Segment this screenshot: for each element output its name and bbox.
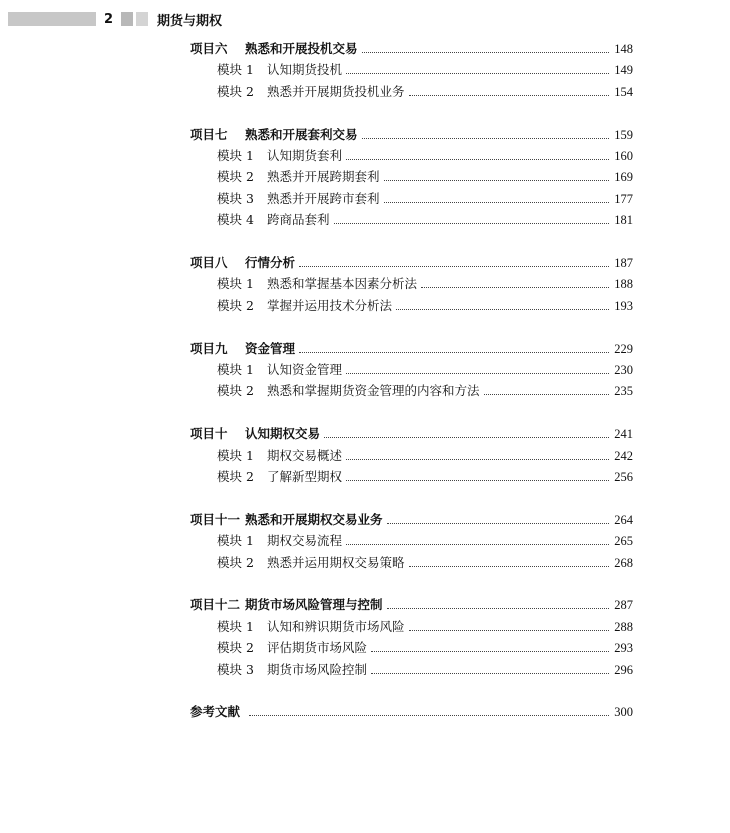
toc-page-number: 181 [614, 213, 633, 228]
dot-leader [384, 180, 610, 181]
toc-entry-label [190, 255, 295, 271]
toc-entry-title: 了解新型期权 [267, 469, 343, 484]
header-bar [8, 12, 96, 26]
dot-leader [371, 651, 609, 652]
toc-entry-title: 熟悉并开展跨市套利 [267, 190, 380, 206]
toc-entry-label [217, 191, 380, 207]
toc-project-entry [190, 251, 633, 271]
toc-entry-title: 期货市场风险控制 [267, 661, 368, 677]
toc-page-number: 264 [614, 512, 633, 527]
toc-module-entry [217, 615, 633, 635]
toc-page-number: 242 [614, 448, 633, 463]
running-header [8, 10, 222, 28]
toc-entry-title: 熟悉并开展跨期套利 [267, 169, 380, 185]
toc-entry-label [190, 426, 320, 442]
toc-entry-number: 模块 2 [217, 169, 254, 185]
toc-page-number: 148 [614, 42, 633, 56]
toc-module-entry [217, 294, 633, 314]
toc-entry-label [217, 383, 480, 399]
toc-entry-label [217, 619, 405, 635]
toc-entry-title: 熟悉和掌握期货资金管理的内容和方法 [267, 383, 480, 399]
dot-leader [249, 715, 609, 716]
toc-page-number: 159 [614, 127, 633, 142]
toc-project-entry [190, 508, 633, 528]
toc-entry-label [190, 41, 358, 57]
toc-entry-title: 认知资金管理 [267, 362, 343, 377]
toc-entry-label [190, 512, 383, 528]
toc-module-entry [217, 187, 633, 207]
toc-entry-label [217, 533, 342, 549]
toc-page-number: 193 [614, 298, 633, 313]
toc-page-number: 169 [614, 170, 633, 185]
toc-entry-number: 模块 2 [217, 640, 254, 656]
toc-page-number: 268 [614, 555, 633, 570]
toc-module-entry [217, 658, 633, 678]
toc-page-number: 287 [614, 598, 633, 613]
toc-entry-label [217, 662, 367, 678]
toc-module-entry [217, 551, 633, 571]
dot-leader [371, 673, 609, 674]
toc-page-number: 188 [614, 277, 633, 292]
dot-leader [334, 223, 610, 224]
dot-leader [409, 95, 610, 96]
toc-entry-label [217, 84, 405, 100]
toc-module-entry [217, 272, 633, 292]
dot-leader [324, 437, 609, 438]
toc-entry-title: 期权交易概述 [267, 447, 343, 463]
dot-leader [384, 202, 610, 203]
toc-entry-title: 认知期权交易 [245, 426, 321, 442]
toc-entry-number: 模块 4 [217, 212, 254, 228]
toc-page-number: 230 [614, 363, 633, 377]
dot-leader [346, 459, 609, 460]
dot-leader [484, 394, 610, 395]
toc-page-number: 149 [614, 63, 633, 78]
toc-entry-label [217, 276, 417, 292]
toc-module-entry [217, 358, 633, 378]
toc-module-entry [217, 144, 633, 164]
toc-entry-label [217, 555, 405, 571]
dot-leader [346, 73, 609, 74]
toc-module-entry [217, 379, 633, 399]
toc-entry-title: 熟悉并运用期权交易策略 [267, 554, 405, 570]
toc-page-number: 256 [614, 470, 633, 484]
toc-page-number: 160 [614, 149, 633, 163]
toc-page-number: 187 [614, 256, 633, 270]
toc-page-number: 296 [614, 662, 633, 677]
dot-leader [362, 52, 610, 53]
dot-leader [409, 566, 610, 567]
toc-entry-number: 项目八 [190, 255, 228, 270]
dot-leader [346, 373, 609, 374]
toc-entry-number: 模块 2 [217, 554, 254, 570]
toc-page-number: 265 [614, 534, 633, 549]
toc-entry-label [217, 298, 392, 314]
dot-leader [409, 630, 610, 631]
toc-entry-number: 模块 1 [217, 148, 254, 163]
toc-entry-number: 模块 1 [217, 533, 254, 549]
toc-entry-number: 项目十二 [190, 597, 241, 613]
toc-page-number: 154 [614, 84, 633, 99]
dot-leader [299, 352, 609, 353]
toc-entry-title: 熟悉并开展期货投机业务 [267, 83, 405, 99]
toc-module-entry [217, 80, 633, 100]
toc-entry-number: 项目九 [190, 340, 228, 356]
toc-module-entry [217, 165, 633, 185]
toc-entry-number: 模块 3 [217, 661, 254, 677]
toc-entry-number: 项目六 [190, 41, 228, 56]
toc-page-number: 293 [614, 641, 633, 656]
dot-leader [346, 159, 609, 160]
toc-entry-label [217, 148, 342, 164]
toc-module-entry [217, 529, 633, 549]
toc-entry-label [217, 469, 342, 485]
toc-entry-title: 跨商品套利 [267, 212, 330, 228]
toc-module-entry [217, 636, 633, 656]
toc-entry-number: 模块 2 [217, 83, 254, 99]
toc-page-number: 229 [614, 341, 633, 356]
toc-project-entry [190, 123, 633, 143]
dot-leader [346, 480, 609, 481]
toc-page-number: 288 [614, 619, 633, 634]
page-number: 2 [104, 11, 114, 27]
toc-project-entry [190, 700, 633, 720]
toc-entry-number: 模块 2 [217, 469, 254, 484]
toc-entry-title: 熟悉和掌握基本因素分析法 [267, 276, 418, 292]
toc-entry-number: 模块 2 [217, 297, 254, 313]
toc-entry-number: 模块 2 [217, 383, 254, 399]
toc-page-number: 177 [614, 191, 633, 206]
toc-module-entry [217, 58, 633, 78]
toc-entry-label [217, 62, 342, 78]
toc-entry-label [217, 640, 367, 656]
dot-leader [362, 138, 610, 139]
toc-page-number: 235 [614, 384, 633, 399]
toc-entry-number: 项目十一 [190, 511, 241, 527]
toc-project-entry [190, 593, 633, 613]
toc-entry-number: 模块 3 [217, 190, 254, 206]
toc-entry-number: 项目七 [190, 126, 228, 142]
dot-leader [387, 608, 610, 609]
toc-entry-number: 模块 1 [217, 276, 254, 292]
toc-entry-title: 熟悉和开展套利交易 [245, 126, 358, 142]
toc-entry-label [190, 704, 245, 720]
toc-module-entry [217, 444, 633, 464]
book-title: 期货与期权 [157, 13, 223, 29]
toc-entry-title: 认知和辨识期货市场风险 [267, 618, 405, 634]
toc-module-entry [217, 208, 633, 228]
toc-page-number: 241 [614, 427, 633, 442]
toc-entry-number: 模块 1 [217, 62, 254, 78]
toc-entry-label [217, 212, 330, 228]
toc-entry-title: 行情分析 [245, 255, 296, 270]
toc-entry-title: 评估期货市场风险 [267, 640, 368, 656]
toc-entry-label [190, 127, 358, 143]
toc-entry-title: 期权交易流程 [267, 533, 343, 549]
toc-entry-number: 模块 1 [217, 618, 254, 634]
toc-project-entry [190, 337, 633, 357]
toc-entry-title: 掌握并运用技术分析法 [267, 297, 393, 313]
dot-leader [299, 266, 609, 267]
toc-entry-title: 认知期货套利 [267, 148, 343, 163]
toc-entry-label [217, 448, 342, 464]
toc-entry-label [217, 362, 342, 378]
toc-entry-number: 参考文献 [190, 704, 241, 720]
toc-entry-label [190, 341, 295, 357]
toc-entry-number: 项目十 [190, 426, 228, 442]
dot-leader [396, 309, 609, 310]
toc-entry-title: 资金管理 [245, 340, 296, 356]
dot-leader [346, 544, 609, 545]
toc-entry-title: 认知期货投机 [267, 62, 343, 78]
toc-entry-label [217, 169, 380, 185]
toc-entry-label [190, 597, 383, 613]
toc-project-entry [190, 422, 633, 442]
toc-page-number: 300 [614, 705, 633, 720]
toc-entry-title: 期货市场风险管理与控制 [245, 597, 383, 613]
dot-leader [387, 523, 610, 524]
toc-entry-title: 熟悉和开展投机交易 [245, 41, 358, 56]
header-block-light [136, 12, 148, 26]
toc-module-entry [217, 465, 633, 485]
toc-entry-title: 熟悉和开展期权交易业务 [245, 511, 383, 527]
toc-project-entry [190, 37, 633, 57]
dot-leader [421, 287, 609, 288]
header-block-dark [121, 12, 133, 26]
toc-entry-number: 模块 1 [217, 447, 254, 463]
toc-entry-number: 模块 1 [217, 362, 254, 377]
